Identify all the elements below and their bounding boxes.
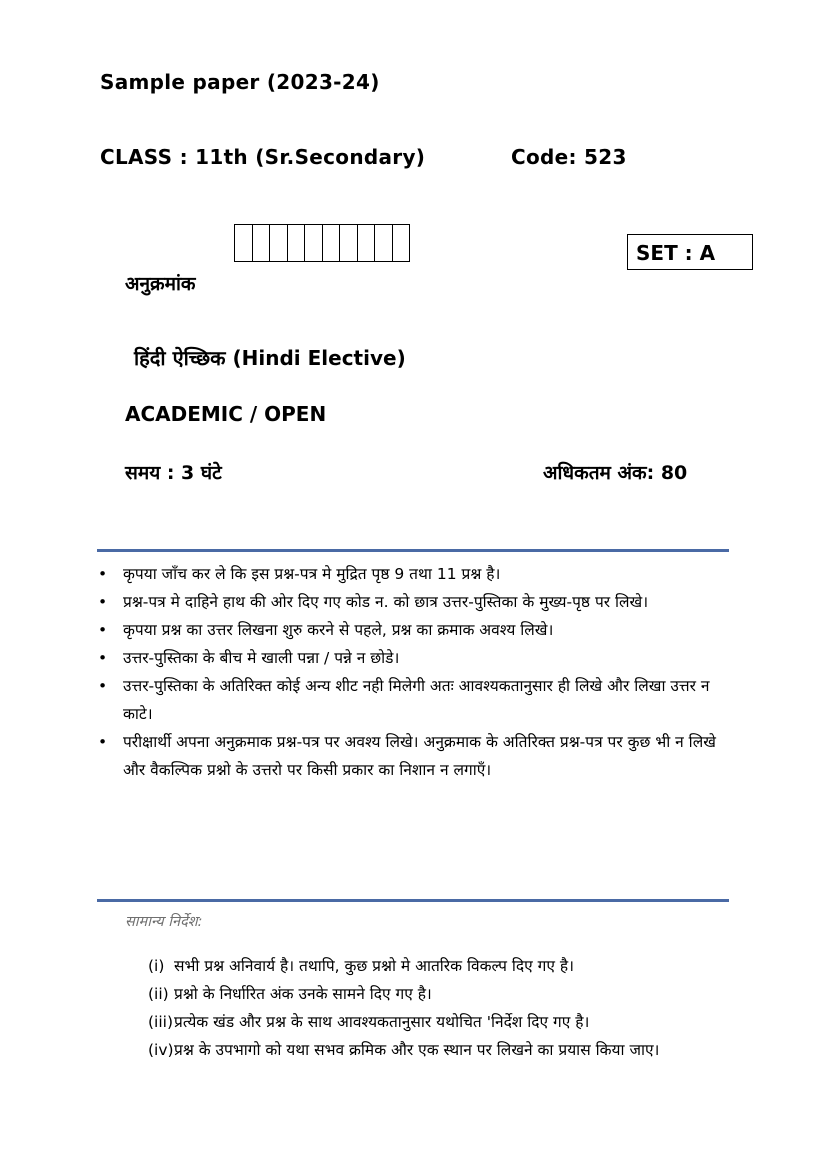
max-marks: अधिकतम अंक: 80	[543, 462, 688, 484]
roll-number-cell	[270, 225, 288, 261]
roll-number-cell	[253, 225, 271, 261]
bullet-icon: •	[98, 565, 108, 583]
general-instruction-item	[148, 1036, 728, 1064]
instruction-text: उत्तर-पुस्तिका के बीच मे खाली पन्ना / पन्ने न छोडे।	[123, 649, 400, 667]
roll-number-cell	[323, 225, 341, 261]
subject-code: Code: 523	[511, 145, 627, 169]
instruction-text: परीक्षार्थी अपना अनुक्रमाक प्रश्न-पत्र पर अवश्य लिखे। अनुक्रमाक के अतिरिक्त प्रश्न-पत्र पर कुछ भी न लिखे और वैकल्पिक प्रश्नो के उत्तरो पर किसी प्रकार का निशान न लगाएँ।	[123, 733, 716, 779]
subject-title: हिंदी ऐच्छिक (Hindi Elective)	[134, 346, 406, 370]
roll-number-label: अनुक्रमांक	[125, 273, 196, 295]
general-instruction-item	[148, 1008, 728, 1036]
general-instruction-item	[148, 952, 728, 980]
divider-top	[97, 549, 729, 552]
general-instructions-list	[148, 952, 728, 1064]
roll-number-cell	[288, 225, 306, 261]
instruction-item	[98, 560, 730, 588]
time-allowed: समय : 3 घंटे	[125, 462, 222, 484]
instruction-text: कृपया जाँच कर ले कि इस प्रश्न-पत्र मे मुद्रित पृष्ठ 9 तथा 11 प्रश्न है।	[123, 565, 501, 583]
roll-number-cell	[375, 225, 393, 261]
item-number: (ii)	[148, 985, 169, 1003]
item-text: प्रश्न के उपभागो को यथा सभव क्रमिक और एक स्थान पर लिखने का प्रयास किया जाए।	[174, 1041, 660, 1059]
set-box: SET : A	[627, 234, 753, 270]
general-instruction-item	[148, 980, 728, 1008]
item-number: (i)	[148, 957, 165, 975]
class-info: CLASS : 11th (Sr.Secondary)	[100, 145, 426, 169]
roll-number-cell	[393, 225, 411, 261]
instruction-item	[98, 728, 730, 784]
bullet-icon: •	[98, 593, 108, 611]
bullet-icon: •	[98, 621, 108, 639]
item-number: (iv)	[148, 1041, 174, 1059]
roll-number-boxes	[234, 224, 410, 262]
instructions-list	[98, 560, 730, 784]
instruction-text: उत्तर-पुस्तिका के अतिरिक्त कोई अन्य शीट नही मिलेगी अतः आवश्यकतानुसार ही लिखे और लिखा उत्तर न काटे।	[123, 677, 710, 723]
roll-number-cell	[358, 225, 376, 261]
instruction-item	[98, 644, 730, 672]
bullet-icon: •	[98, 649, 108, 667]
divider-bottom	[97, 899, 729, 902]
bullet-icon: •	[98, 733, 108, 751]
bullet-icon: •	[98, 677, 108, 695]
stream-label: ACADEMIC / OPEN	[125, 402, 327, 426]
instruction-item	[98, 616, 730, 644]
item-text: सभी प्रश्न अनिवार्य है। तथापि, कुछ प्रश्नो मे आतरिक विकल्प दिए गए है।	[174, 957, 574, 975]
instruction-text: कृपया प्रश्न का उत्तर लिखना शुरु करने से पहले, प्रश्न का क्रमाक अवश्य लिखे।	[123, 621, 554, 639]
instruction-item	[98, 672, 730, 728]
item-text: प्रश्नो के निर्धारित अंक उनके सामने दिए गए है।	[174, 985, 432, 1003]
item-text: प्रत्येक खंड और प्रश्न के साथ आवश्यकतानुसार यथोचित 'निर्देश दिए गए है।	[174, 1013, 590, 1031]
roll-number-cell	[340, 225, 358, 261]
roll-number-cell	[305, 225, 323, 261]
general-instructions-title: सामान्य निर्देश:	[125, 914, 203, 930]
instruction-item	[98, 588, 730, 616]
item-number: (iii)	[148, 1013, 174, 1031]
roll-number-cell	[235, 225, 253, 261]
instruction-text: प्रश्न-पत्र मे दाहिने हाथ की ओर दिए गए कोड न. को छात्र उत्तर-पुस्तिका के मुख्य-पृष्ठ पर लिखे।	[123, 593, 649, 611]
paper-title: Sample paper (2023-24)	[100, 70, 380, 94]
